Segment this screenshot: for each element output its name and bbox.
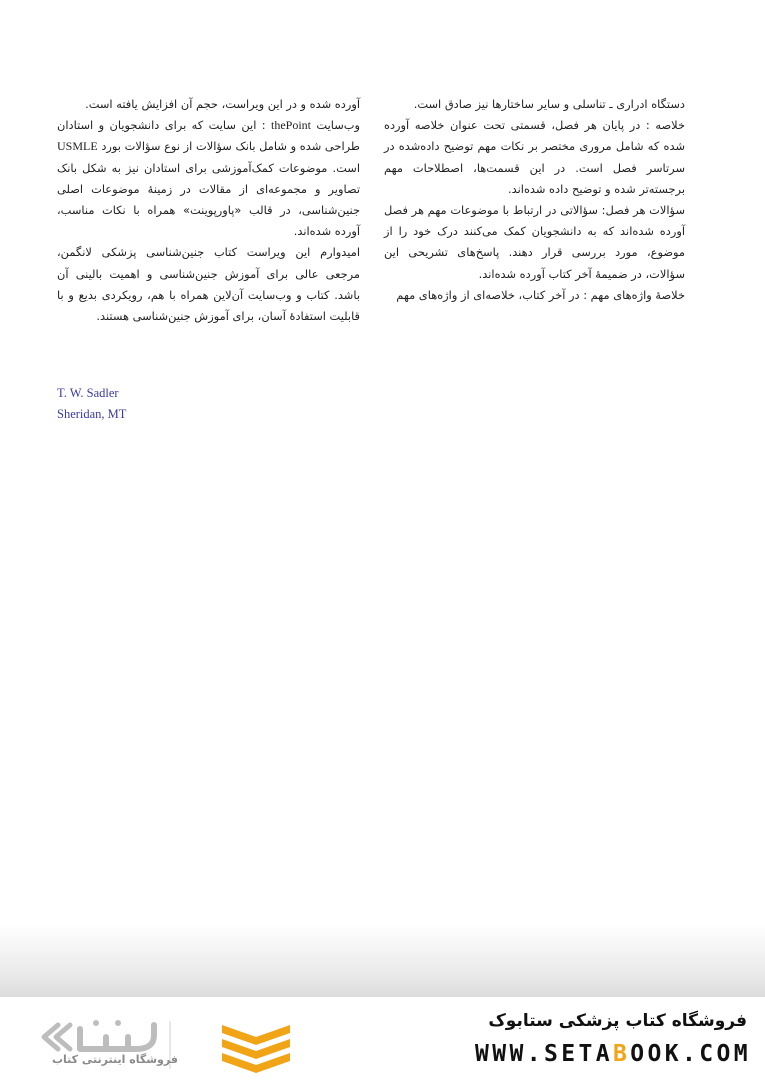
paragraph: خلاصهٔ واژه‌های مهم : در آخر کتاب، خلاصه‌ای از واژه‌های مهم [396,287,685,302]
footer-banner [0,997,765,1080]
text-column-left [57,94,360,327]
usmle-term: USMLE [57,139,98,154]
text-segment: وب‌سایت [311,118,360,133]
logo-tagline: فروشگاه اینترنتی کتاب [52,1053,178,1066]
store-name: فروشگاه کتاب پزشکی ستابوک [488,1011,747,1031]
text-column-right [384,94,685,306]
page-shadow [0,925,765,997]
url-accent-letter: B [613,1041,631,1067]
paragraph: سؤالات هر فصل: سؤالاتی در ارتباط با موضوعات مهم هر فصل آورده شده‌اند که به دانشجویان کمک می‌کنند درک خود را از موضوع، مورد بررسی قرار دهند. پاسخ‌های تشریحی این سؤالات، در ضمیمهٔ آخر کتاب آورده شده‌اند. [384,203,685,281]
thepoint-term: thePoint [270,118,311,133]
url-text: WWW.SETA [475,1041,614,1067]
author-signature [57,383,126,425]
store-url[interactable] [475,1041,751,1067]
url-text: OOK.COM [630,1041,751,1067]
paragraph: خلاصه : در پایان هر فصل، قسمتی تحت عنوان خلاصه آورده شده که شامل مروری مختصر بر نکات مهم توضیح داده‌شده در سرتاسر فصل است. در این قسمت‌ها، اصطلاحات مهم برجسته‌تر شده و توضیح داده شده‌اند. [384,118,685,196]
setabook-logo [36,1015,296,1075]
text-segment: است. موضوعات کمک‌آموزشی برای استادان نیز به شکل بانک تصاویر و مجموعه‌ای از مقالات در زمینهٔ موضوعات اصلی جنین‌شناسی، در قالب «پاورپوینت» همراه با نکات مناسب، آورده شده‌اند. [57,160,360,239]
paragraph: دستگاه ادراری ـ تناسلی و سایر ساختارها نیز صادق است. [413,97,685,111]
author-name: T. W. Sadler [57,386,119,400]
logo-wordmark: ستابوک [116,1030,167,1049]
author-location: Sheridan, MT [57,407,127,421]
paragraph: آورده شده و در این ویراست، حجم آن افزایش یافته است. [85,97,360,111]
text-segment: : این سایت که برای دانشجویان و استادان طراحی شده و شامل بانک سؤالات از نوع سؤالات بورد [57,118,360,154]
paragraph: امیدوارم این ویراست کتاب جنین‌شناسی پزشکی لانگمن، مرجعی عالی برای آموزش جنین‌شناسی و اهمیت بالینی آن باشد. کتاب و وب‌سایت آن‌لاین همراه با هم، رویکردی بدیع و با قابلیت استفادهٔ آسان، برای آموزش جنین‌شناسی هستند. [57,245,360,324]
paragraph-website [57,115,360,242]
